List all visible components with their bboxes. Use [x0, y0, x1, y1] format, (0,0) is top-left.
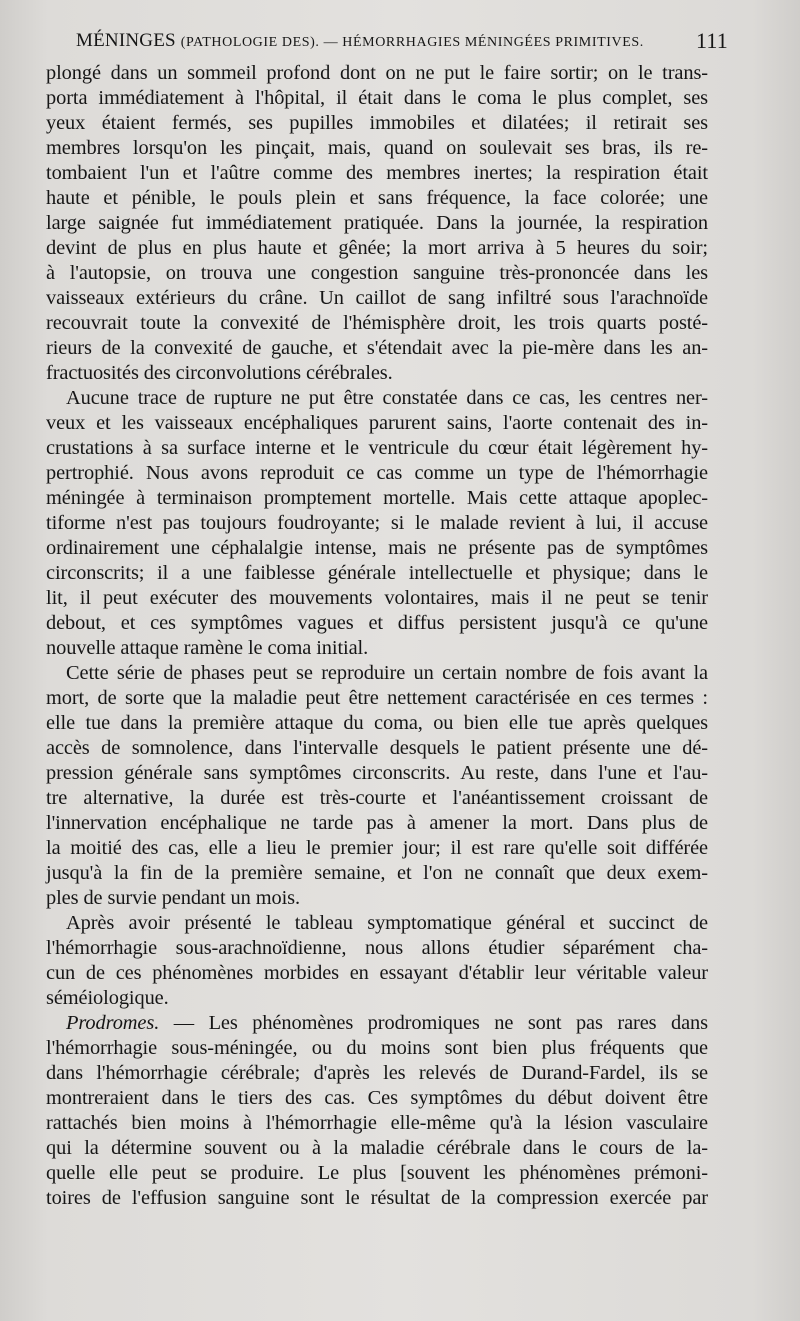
text-line: l'hémorrhagie sous-arachnoïdienne, nous allons étudier séparément cha- [46, 937, 708, 959]
text-line: plongé dans un sommeil profond dont on ne put le faire sortir; on le trans- [46, 62, 708, 84]
text-line: yeux étaient fermés, ses pupilles immobiles et dilatées; il retirait ses [46, 112, 708, 134]
text-line: membres lorsqu'on les pinçait, mais, quand on soulevait ses bras, ils re- [46, 137, 708, 159]
text-line: tre alternative, la durée est très-courte et l'anéantissement croissant de [46, 787, 708, 809]
text-line: debout, et ces symptômes vagues et diffus persistent jusqu'à ce qu'une [46, 612, 708, 634]
text-line: fractuosités des circonvolutions cérébrales. [46, 362, 393, 384]
text-line: lit, il peut exécuter des mouvements volontaires, mais il ne peut se tenir [46, 587, 708, 609]
text-line: la moitié des cas, elle a lieu le premier jour; il est rare qu'elle soit différée [46, 837, 708, 859]
text-line: devint de plus en plus haute et gênée; la mort arriva à 5 heures du soir; [46, 237, 708, 259]
running-header [76, 26, 728, 56]
text-line: nouvelle attaque ramène le coma initial. [46, 637, 369, 659]
text-line: porta immédiatement à l'hôpital, il était dans le coma le plus complet, ses [46, 87, 708, 109]
text-line: elle tue dans la première attaque du coma, ou bien elle tue après quelques [46, 712, 708, 734]
text-line: ordinairement une céphalalgie intense, mais ne présente pas de symptômes [46, 537, 708, 559]
text-line: crustations à sa surface interne et le ventricule du cœur était légèrement hy- [46, 437, 708, 459]
text-line: rattachés bien moins à l'hémorrhagie elle-même qu'à la lésion vasculaire [46, 1112, 708, 1134]
text-line: circonscrits; il a une faiblesse générale intellectuelle et physique; dans le [46, 562, 708, 584]
text-line: large saignée fut immédiatement pratiquée. Dans la journée, la respiration [46, 212, 708, 234]
text-line-rest: — Les phénomènes prodromiques ne sont pas rares dans [159, 1012, 708, 1034]
text-line: tiforme n'est pas toujours foudroyante; si le malade revient à lui, il accuse [46, 512, 708, 534]
text-line: à l'autopsie, on trouva une congestion sanguine très-prononcée dans les [46, 262, 708, 284]
text-line: haute et pénible, le pouls plein et sans fréquence, la face colorée; une [46, 187, 708, 209]
text-line: vaisseaux extérieurs du crâne. Un caillot de sang infiltré sous l'arachnoïde [46, 287, 708, 309]
text-line: l'hémorrhagie sous-méningée, ou du moins sont bien plus fréquents que [46, 1037, 708, 1059]
text-line: montreraient dans le tiers des cas. Ces symptômes du début doivent être [46, 1087, 708, 1109]
text-line: Après avoir présenté le tableau symptomatique général et succinct de [66, 912, 708, 934]
header-title [76, 30, 644, 52]
section-lead: Prodromes. [66, 1012, 160, 1034]
text-line: pertrophié. Nous avons reproduit ce cas comme un type de l'hémorrhagie [46, 462, 708, 484]
text-line: méningée à terminaison promptement mortelle. Mais cette attaque apoplec- [46, 487, 708, 509]
text-line: jusqu'à la fin de la première semaine, et l'on ne connaît que deux exem- [46, 862, 708, 884]
text-line: Cette série de phases peut se reproduire un certain nombre de fois avant la [66, 662, 708, 684]
text-line: veux et les vaisseaux encéphaliques parurent sains, l'aorte contenait des in- [46, 412, 708, 434]
paragraph-1 [46, 61, 708, 386]
header-title-small: (PATHOLOGIE DES). — HÉMORRHAGIES MÉNINGÉES PRIMITIVES. [180, 35, 644, 50]
header-title-main: MÉNINGES [76, 30, 176, 51]
text-line: rieurs de la convexité de gauche, et s'étendait avec la pie-mère dans les an- [46, 337, 708, 359]
text-line: pression générale sans symptômes circonscrits. Au reste, dans l'une et l'au- [46, 762, 708, 784]
text-line: recouvrait toute la convexité de l'hémisphère droit, les trois quarts posté- [46, 312, 708, 334]
text-line: Aucune trace de rupture ne put être constatée dans ce cas, les centres ner- [66, 387, 708, 409]
text-line: accès de somnolence, dans l'intervalle desquels le patient présente une dé- [46, 737, 708, 759]
text-line: ples de survie pendant un mois. [46, 887, 301, 909]
text-line: l'innervation encéphalique ne tarde pas à amener la mort. Dans plus de [46, 812, 708, 834]
page-number: 111 [696, 28, 728, 53]
text-line: mort, de sorte que la maladie peut être nettement caractérisée en ces termes : [46, 687, 708, 709]
text-line: qui la détermine souvent ou à la maladie cérébrale dans le cours de la- [46, 1137, 708, 1159]
text-line: séméiologique. [46, 987, 169, 1009]
body-text [46, 61, 708, 1211]
text-line: dans l'hémorrhagie cérébrale; d'après les relevés de Durand-Fardel, ils se [46, 1062, 708, 1084]
text-line: toires de l'effusion sanguine sont le résultat de la compression exercée par [46, 1187, 708, 1209]
text-line: tombaient l'un et l'aûtre comme des membres inertes; la respiration était [46, 162, 708, 184]
text-line: cun de ces phénomènes morbides en essayant d'établir leur véritable valeur [46, 962, 708, 984]
text-line: quelle elle peut se produire. Le plus [souvent les phénomènes prémoni- [46, 1162, 708, 1184]
paragraph-2 [46, 386, 708, 661]
paragraph-5 [46, 1011, 708, 1211]
paragraph-4 [46, 911, 708, 1011]
paragraph-3 [46, 661, 708, 911]
text-line-with-lead [46, 1011, 708, 1036]
